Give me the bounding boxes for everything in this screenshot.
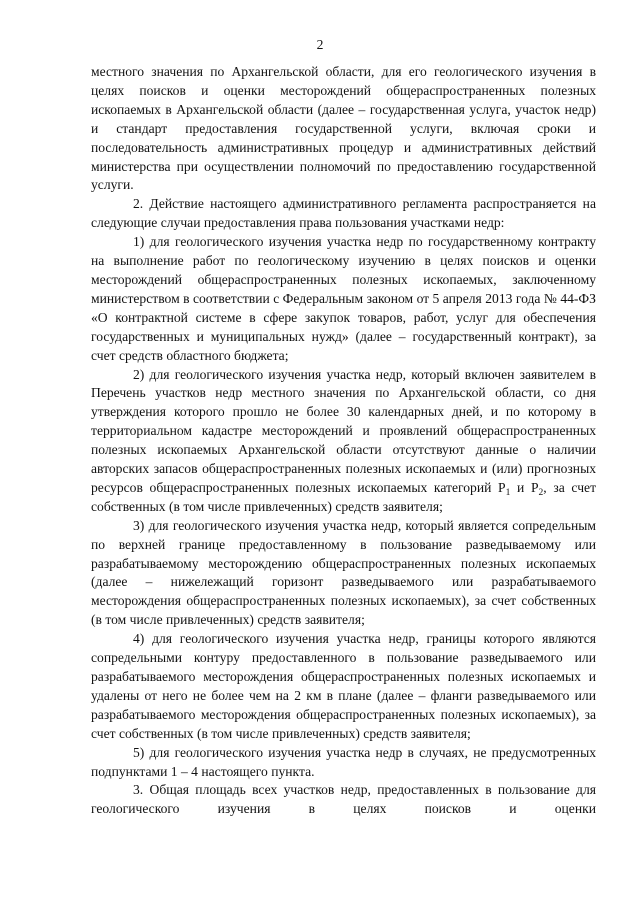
paragraph-item-3: 3. Общая площадь всех участков недр, предоставленных в пользование для геологического изучения в целях поисков и оценки xyxy=(91,782,596,817)
paragraph-subitem-2 xyxy=(91,366,596,517)
subscript-2: 2 xyxy=(538,487,544,498)
subscript-1: 1 xyxy=(505,487,511,498)
subitem-2-text-before: 2) для геологического изучения участка недр, который включен заявителем в Перечень участков недр местного значения по Архангельской области, со дня утверждения которого прошло не более 30 календарных дней, и по которому в территориальном кадастре месторождений и проявлений общераспространенных полезных ископаемых Архангельской области отсутствуют данные о наличии авторских запасов общераспространенных полезных ископаемых и (или) прогнозных ресурсов общераспространенных полезных ископаемых категорий P xyxy=(91,366,596,495)
paragraph-intro-continuation: местного значения по Архангельской области, для его геологического изучения в целях поисков и оценки месторождений общераспространенных полезных ископаемых в Архангельской области (далее – государственная услуга, участок недр) и стандарт предоставления государственной услуги, включая сроки и последовательность административных процедур и административных действий министерства при осуществлении полномочий по предоставлению государственной услуги. xyxy=(91,64,596,193)
subitem-2-text-after: , за счет собственных (в том числе привлеченных) средств заявителя; xyxy=(91,479,597,514)
paragraph-subitem-1: 1) для геологического изучения участка недр по государственному контракту на выполнение работ по геологическому изучению в целях поисков и оценки месторождений общераспространенных полезных ископаемых, заключенному министерством в соответствии с Федеральным законом от 5 апреля 2013 года № 44-ФЗ «О контрактной системе в сфере закупок товаров, работ, услуг для обеспечения государственных и муниципальных нужд» (далее – государственный контракт), за счет средств областного бюджета; xyxy=(91,234,596,363)
paragraph-subitem-5: 5) для геологического изучения участка недр в случаях, не предусмотренных подпунктами 1 – 4 настоящего пункта. xyxy=(91,744,596,779)
subitem-2-text-mid: и P xyxy=(510,479,539,495)
paragraph-subitem-4: 4) для геологического изучения участка недр, границы которого являются сопредельными контуру предоставленного в пользование разведываемого или разрабатываемого месторождения общераспространенных полезных ископаемых и удалены от него не более чем на 2 км в плане (далее – фланги разведываемого или разрабатываемого месторождения общераспространенных полезных ископаемых), за счет собственных (в том числе привлеченных) средств заявителя; xyxy=(91,631,596,741)
page-number: 2 xyxy=(316,37,324,52)
paragraph-subitem-3: 3) для геологического изучения участка недр, который является сопредельным по верхней границе предоставленному в пользование разведываемому или разрабатываемому месторождению общераспространенных полезных ископаемых (далее – нижележащий горизонт разведываемого или разрабатываемого месторождения общераспространенных полезных ископаемых), за счет собственных (в том числе привлеченных) средств заявителя; xyxy=(91,517,596,628)
document-body xyxy=(91,63,596,819)
paragraph-item-2: 2. Действие настоящего административного регламента распространяется на следующие случаи предоставления права пользования участками недр: xyxy=(91,196,596,231)
